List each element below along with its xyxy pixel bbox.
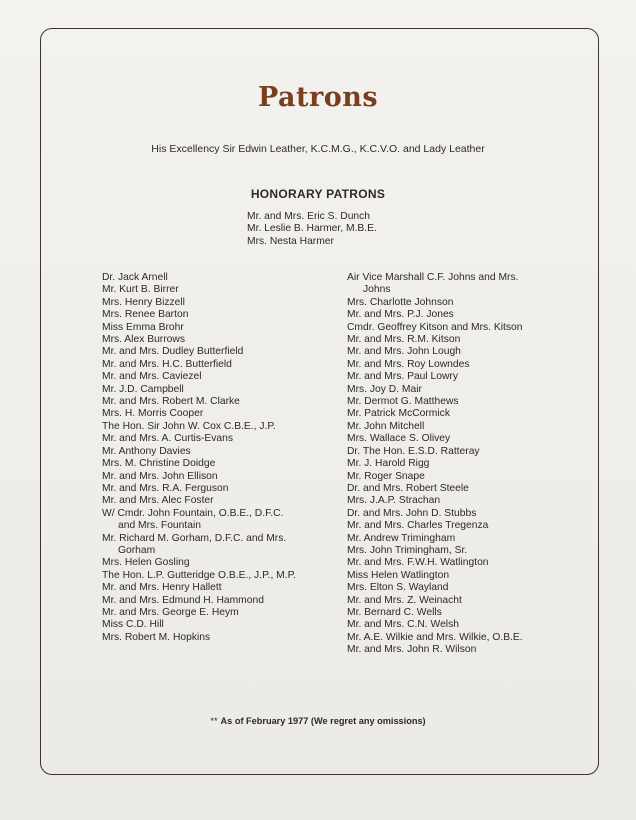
patron-entry: Mrs. John Trimingham, Sr. — [347, 544, 468, 556]
patron-entry: Mr. Bernard C. Wells — [347, 606, 442, 618]
patron-entry: Mr. and Mrs. Robert M. Clarke — [102, 396, 240, 408]
patron-entry: Mrs. Henry Bizzell — [102, 296, 185, 308]
patron-entry: Mr. and Mrs. Roy Lowndes — [347, 358, 470, 370]
patron-entry: Mr. and Mrs. H.C. Butterfield — [102, 358, 232, 370]
patron-entry: Mr. and Mrs. John R. Wilson — [347, 644, 477, 656]
patron-entry: Mrs. M. Christine Doidge — [102, 458, 216, 470]
patron-entry: Mr. and Mrs. John Lough — [347, 346, 461, 358]
patron-entry: Cmdr. Geoffrey Kitson and Mrs. Kitson — [347, 321, 523, 333]
honorary-patrons-heading: HONORARY PATRONS — [250, 187, 386, 201]
patron-entry: Mr. and Mrs. P.J. Jones — [347, 309, 454, 321]
patron-line: His Excellency Sir Edwin Leather, K.C.M.G., K.C.V.O. and Lady Leather — [151, 143, 485, 155]
honorary-patron: Mr. and Mrs. Eric S. Dunch — [247, 211, 371, 222]
patron-entry: Mr. and Mrs. Z. Weinacht — [347, 594, 462, 606]
patron-entry: Mrs. Wallace S. Olivey — [347, 433, 451, 445]
patron-entry: Mrs. Alex Burrows — [102, 334, 185, 346]
patron-entry: Mrs. Elton S. Wayland — [347, 582, 449, 594]
patron-entry: Mr. and Mrs. Edmund H. Hammond — [102, 594, 264, 606]
patron-entry: Mr. and Mrs. Paul Lowry — [347, 371, 459, 383]
honorary-patron: Mrs. Nesta Harmer — [247, 235, 334, 247]
patron-entry: Mr. and Mrs. A. Curtis-Evans — [102, 433, 234, 445]
patron-entry: Mr. and Mrs. Henry Hallett — [102, 582, 222, 594]
patron-entry: Mr. and Mrs. Charles Tregenza — [347, 520, 489, 532]
patron-entry: Dr. and Mrs. John D. Stubbs — [347, 507, 477, 519]
patron-entry: Air Vice Marshall C.F. Johns and Mrs. Johns — [347, 272, 519, 296]
patron-entry: Miss C.D. Hill — [102, 619, 164, 631]
patron-entry: Mrs. Charlotte Johnson — [347, 296, 454, 308]
patron-entry: Mr. John Mitchell — [347, 420, 425, 432]
patron-entry: Mrs. H. Morris Cooper — [102, 408, 204, 420]
honorary-patron: Mr. Leslie B. Harmer, M.B.E. — [247, 223, 377, 235]
patron-entry: Mr. Anthony Davies — [102, 445, 191, 457]
patron-entry: Mr. A.E. Wilkie and Mrs. Wilkie, O.B.E. — [347, 631, 523, 643]
patrons-left-column — [102, 272, 302, 644]
patron-entry: Mrs. Renee Barton — [102, 309, 189, 321]
patron-entry: Dr. The Hon. E.S.D. Ratteray — [347, 445, 480, 457]
patron-entry: W/ Cmdr. John Fountain, O.B.E., D.F.C. and Mrs. Fountain — [102, 507, 284, 532]
patron-entry: Mr. and Mrs. Dudley Butterfield — [102, 346, 244, 358]
patron-entry: Mr. and Mrs. F.W.H. Watlington — [347, 557, 489, 569]
patron-entry: Mr. Dermot G. Matthews — [347, 396, 459, 408]
patron-entry: The Hon. Sir John W. Cox C.B.E., J.P. — [102, 420, 276, 432]
patron-entry: Mr. Richard M. Gorham, D.F.C. and Mrs. Gorham — [102, 532, 287, 556]
patron-entry: Miss Emma Brohr — [102, 321, 184, 333]
patron-entry: Mr. Andrew Trimingham — [347, 532, 456, 544]
page-title: Patrons — [257, 82, 379, 113]
patron-entry: Mrs. J.A.P. Strachan — [347, 495, 441, 507]
patron-entry: Mr. Roger Snape — [347, 470, 425, 482]
patron-entry: Mr. Patrick McCormick — [347, 408, 450, 420]
patron-entry: Mr. and Mrs. John Ellison — [102, 470, 218, 482]
patron-entry: Mr. and Mrs. George E. Heym — [102, 606, 239, 618]
patron-entry: Mr. J.D. Campbell — [102, 383, 184, 395]
patron-entry: Mr. and Mrs. R.M. Kitson — [347, 334, 461, 346]
patron-entry: Miss Helen Watlington — [347, 569, 450, 581]
honorary-patrons-list — [247, 211, 377, 248]
patron-entry: The Hon. L.P. Gutteridge O.B.E., J.P., M.P. — [102, 569, 297, 581]
footnote-text: As of February 1977 (We regret any omissions) — [220, 716, 426, 726]
patron-entry: Mrs. Joy D. Mair — [347, 383, 422, 395]
patron-entry: Mr. and Mrs. Caviezel — [102, 371, 202, 383]
patron-entry: Dr. Jack Arnell — [102, 272, 168, 283]
patron-entry: Mr. J. Harold Rigg — [347, 458, 430, 470]
footnote-marker: ** — [210, 716, 218, 726]
patron-entry: Mr. and Mrs. Alec Foster — [102, 495, 214, 507]
patron-entry: Mrs. Robert M. Hopkins — [102, 631, 211, 643]
patron-entry: Mr. and Mrs. C.N. Welsh — [347, 619, 459, 631]
patrons-right-column — [347, 272, 547, 657]
footnote — [0, 716, 636, 726]
patron-entry: Mr. and Mrs. R.A. Ferguson — [102, 482, 229, 494]
patron-entry: Mrs. Helen Gosling — [102, 557, 190, 569]
patron-entry: Dr. and Mrs. Robert Steele — [347, 482, 469, 494]
patron-entry: Mr. Kurt B. Birrer — [102, 284, 179, 296]
